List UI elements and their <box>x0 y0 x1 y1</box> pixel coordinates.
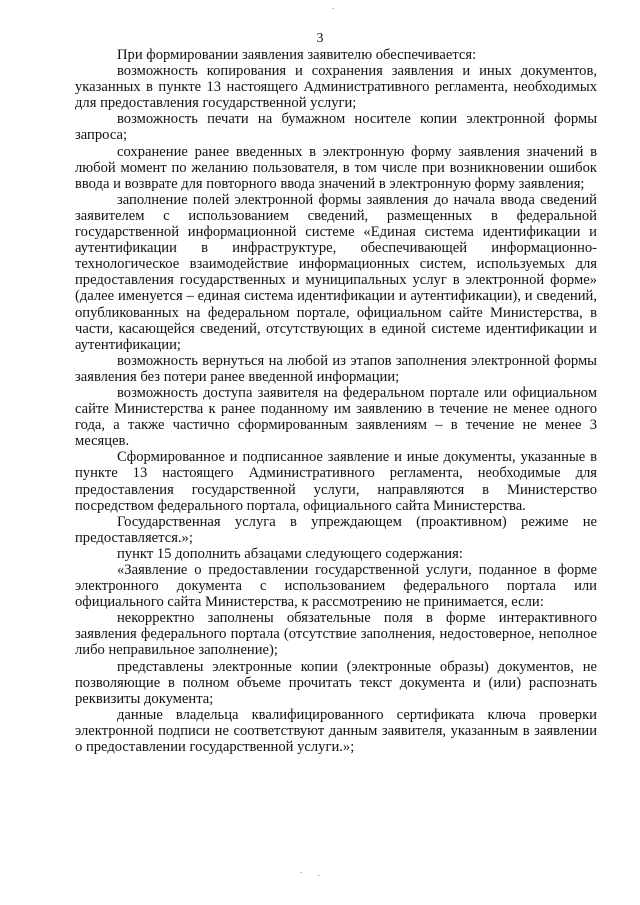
paragraph: Сформированное и подписанное заявление и иные документы, указанные в пункте 13 настоящего Административного регламента, необходимые для предоставления государственной услуги, направляются в Министерство посредством федерального портала, официального сайта Министерства. <box>75 449 597 514</box>
paragraph: заполнение полей электронной формы заявления до начала ввода сведений заявителем с использованием сведений, размещенных в федеральной государственной информационной системе «Единая система идентификации и аутентификации в инфраструктуре, обеспечивающей информационно-технологическое взаимодействие информационных систем, используемых для предоставления государственных и муниципальных услуг в электронной форме» (далее именуется – единая система идентификации и аутентификации), и сведений, опубликованных на федеральном портале, официальном сайте Министерства, в части, касающейся сведений, отсутствующих в единой системе идентификации и аутентификации; <box>75 191 597 353</box>
scan-speck <box>318 875 320 876</box>
paragraph: возможность вернуться на любой из этапов заполнения электронной формы заявления без потери ранее введенной информации; <box>75 352 597 385</box>
paragraph: возможность копирования и сохранения заявления и иных документов, указанных в пункте 13 настоящего Административного регламента, необходимых для предоставления государственной услуги; <box>75 63 597 112</box>
document-body <box>75 47 597 755</box>
scan-speck <box>300 872 302 873</box>
paragraph: Государственная услуга в упреждающем (проактивном) режиме не предоставляется.»; <box>75 513 597 546</box>
paragraph: некорректно заполнены обязательные поля в форме интерактивного заявления федерального портала (отсутствие заполнения, недостоверное, неполное либо неправильное заполнение); <box>75 610 597 659</box>
paragraph: пункт 15 дополнить абзацами следующего содержания: <box>117 545 463 562</box>
paragraph: «Заявление о предоставлении государственной услуги, поданное в форме электронного документа с использованием федерального портала или официального сайта Министерства, к рассмотрению не принимается, если: <box>75 562 597 611</box>
paragraph: сохранение ранее введенных в электронную форму заявления значений в любой момент по желанию пользователя, в том числе при возникновении ошибок ввода и возврате для повторного ввода значений в электронную форму заявления; <box>75 143 597 192</box>
paragraph: данные владельца квалифицированного сертификата ключа проверки электронной подписи не соответствуют данным заявителя, указанным в заявлении о предоставлении государственной услуги.»; <box>75 706 597 756</box>
paragraph: возможность печати на бумажном носителе копии электронной формы запроса; <box>75 111 597 144</box>
paragraph: При формировании заявления заявителю обеспечивается: <box>117 47 477 63</box>
paragraph: представлены электронные копии (электронные образы) документов, не позволяющие в полном объеме прочитать текст документа и (или) распознать реквизиты документа; <box>75 658 597 707</box>
scan-speck <box>332 8 334 9</box>
paragraph: возможность доступа заявителя на федеральном портале или официальном сайте Министерства к ранее поданному им заявлению в течение не менее одного года, а также частично сформированным заявлениям – в течение не менее 3 месяцев. <box>75 384 597 450</box>
page-number: 3 <box>316 31 324 46</box>
